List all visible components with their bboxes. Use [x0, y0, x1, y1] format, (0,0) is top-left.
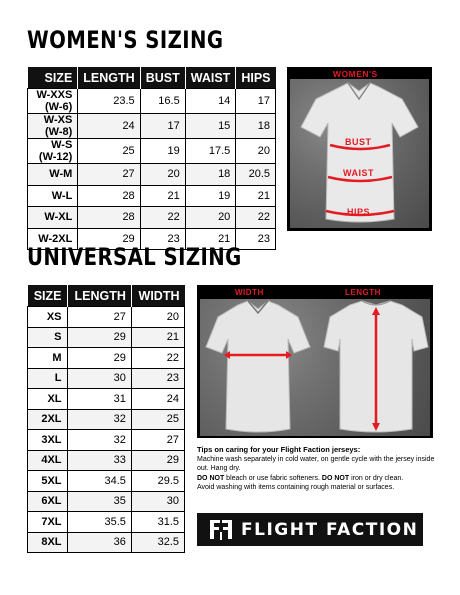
measurement-cell: 25 [78, 139, 140, 164]
size-label-cell: S [28, 327, 68, 348]
universal-sizing-title: UNIVERSAL SIZING [27, 243, 242, 271]
measurement-cell: 21 [140, 185, 185, 207]
care-tip-do-not [197, 474, 437, 484]
table-row [28, 348, 185, 369]
flight-faction-logo [197, 513, 423, 546]
womens-jersey-illustration [290, 79, 429, 228]
measurement-cell: 20 [236, 139, 276, 164]
size-label-cell: 3XL [28, 430, 68, 451]
waist-callout: WAIST [343, 168, 374, 178]
hips-callout: HIPS [347, 207, 371, 217]
care-tip-wash: Machine wash separately in cold water, on gentle cycle with the jersey inside out. Hang dry. [197, 455, 435, 472]
table-row [28, 409, 185, 430]
size-label-cell: L [28, 368, 68, 389]
universal-jersey-illustration [200, 299, 430, 436]
care-tip-iron: iron or dry clean. [349, 474, 404, 482]
column-header: SIZE [28, 285, 68, 307]
measurement-cell: 27 [131, 430, 184, 451]
measurement-cell: 24 [78, 114, 140, 139]
size-label-cell: XL [28, 389, 68, 410]
measurement-cell: 19 [140, 139, 185, 164]
womens-image-label: WOMEN'S [333, 69, 378, 79]
measurement-cell: 18 [236, 114, 276, 139]
do-not-emphasis: DO NOT [197, 474, 225, 482]
measurement-cell: 21 [236, 185, 276, 207]
size-label-cell: 6XL [28, 491, 68, 512]
measurement-cell: 31.5 [131, 512, 184, 533]
table-row [28, 430, 185, 451]
measurement-cell: 32.5 [131, 532, 184, 553]
size-label-cell: W-2XL [28, 228, 78, 250]
column-header: LENGTH [67, 285, 131, 307]
care-tips-title: Tips on caring for your Flight Faction jerseys: [197, 445, 361, 454]
width-label: WIDTH [235, 288, 264, 297]
table-row [28, 185, 276, 207]
table-row [28, 512, 185, 533]
measurement-cell: 17.5 [185, 139, 236, 164]
measurement-cell: 17 [236, 89, 276, 114]
measurement-cell: 23 [236, 228, 276, 250]
column-header: SIZE [28, 67, 78, 89]
measurement-cell: 29 [78, 228, 140, 250]
table-row [28, 450, 185, 471]
column-header: WAIST [185, 67, 236, 89]
table-row [28, 164, 276, 186]
measurement-cell: 22 [140, 207, 185, 229]
measurement-cell: 29 [67, 348, 131, 369]
universal-jersey-image [197, 285, 433, 438]
measurement-cell: 22 [131, 348, 184, 369]
measurement-cell: 23.5 [78, 89, 140, 114]
measurement-cell: 30 [131, 491, 184, 512]
care-tip-avoid: Avoid washing with items containing rough material or surfaces. [197, 484, 395, 491]
measurement-cell: 23 [131, 368, 184, 389]
length-label: LENGTH [345, 288, 381, 297]
measurement-cell: 22 [236, 207, 276, 229]
flight-faction-emblem-icon [209, 518, 233, 541]
size-label-cell: XS [28, 307, 68, 328]
table-row [28, 327, 185, 348]
universal-size-table [27, 285, 185, 553]
measurement-cell: 27 [78, 164, 140, 186]
measurement-cell: 34.5 [67, 471, 131, 492]
do-not-emphasis-2: DO NOT [321, 474, 350, 482]
womens-size-table [27, 67, 276, 250]
measurement-cell: 35 [67, 491, 131, 512]
measurement-cell: 27 [67, 307, 131, 328]
column-header: HIPS [236, 67, 276, 89]
size-label-cell: 2XL [28, 409, 68, 430]
measurement-cell: 24 [131, 389, 184, 410]
measurement-cell: 19 [185, 185, 236, 207]
size-label-cell: 5XL [28, 471, 68, 492]
measurement-cell: 20.5 [236, 164, 276, 186]
womens-sizing-title: WOMEN'S SIZING [27, 26, 224, 54]
table-row [28, 114, 276, 139]
size-label-cell: W-XL [28, 207, 78, 229]
measurement-cell: 21 [185, 228, 236, 250]
measurement-cell: 30 [67, 368, 131, 389]
measurement-cell: 21 [131, 327, 184, 348]
table-row [28, 368, 185, 389]
size-label-cell: W-M [28, 164, 78, 186]
care-tips [197, 445, 437, 493]
size-label-cell: W-XXS (W-6) [28, 89, 78, 114]
table-row [28, 471, 185, 492]
measurement-cell: 28 [78, 207, 140, 229]
measurement-cell: 33 [67, 450, 131, 471]
table-row [28, 532, 185, 553]
size-label-cell: W-S (W-12) [28, 139, 78, 164]
table-row [28, 139, 276, 164]
measurement-cell: 20 [140, 164, 185, 186]
column-header: BUST [140, 67, 185, 89]
size-label-cell: 7XL [28, 512, 68, 533]
measurement-cell: 29 [131, 450, 184, 471]
measurement-cell: 17 [140, 114, 185, 139]
measurement-cell: 14 [185, 89, 236, 114]
measurement-cell: 31 [67, 389, 131, 410]
measurement-cell: 20 [131, 307, 184, 328]
care-tip-bleach: bleach or use fabric softeners. [224, 474, 322, 482]
measurement-cell: 29 [67, 327, 131, 348]
measurement-cell: 23 [140, 228, 185, 250]
table-row [28, 207, 276, 229]
measurement-cell: 18 [185, 164, 236, 186]
measurement-cell: 28 [78, 185, 140, 207]
measurement-cell: 32 [67, 430, 131, 451]
column-header: WIDTH [131, 285, 184, 307]
measurement-cell: 36 [67, 532, 131, 553]
size-label-cell: M [28, 348, 68, 369]
table-row [28, 307, 185, 328]
logo-text: FLIGHT FACTION [241, 520, 419, 540]
measurement-cell: 16.5 [140, 89, 185, 114]
measurement-cell: 25 [131, 409, 184, 430]
measurement-cell: 32 [67, 409, 131, 430]
size-label-cell: 4XL [28, 450, 68, 471]
table-row [28, 389, 185, 410]
table-row [28, 491, 185, 512]
bust-callout: BUST [345, 137, 372, 147]
size-label-cell: W-XS (W-8) [28, 114, 78, 139]
table-row [28, 89, 276, 114]
column-header: LENGTH [78, 67, 140, 89]
womens-jersey-image [287, 67, 432, 231]
size-label-cell: W-L [28, 185, 78, 207]
size-label-cell: 8XL [28, 532, 68, 553]
measurement-cell: 15 [185, 114, 236, 139]
measurement-cell: 29.5 [131, 471, 184, 492]
measurement-cell: 20 [185, 207, 236, 229]
measurement-cell: 35.5 [67, 512, 131, 533]
